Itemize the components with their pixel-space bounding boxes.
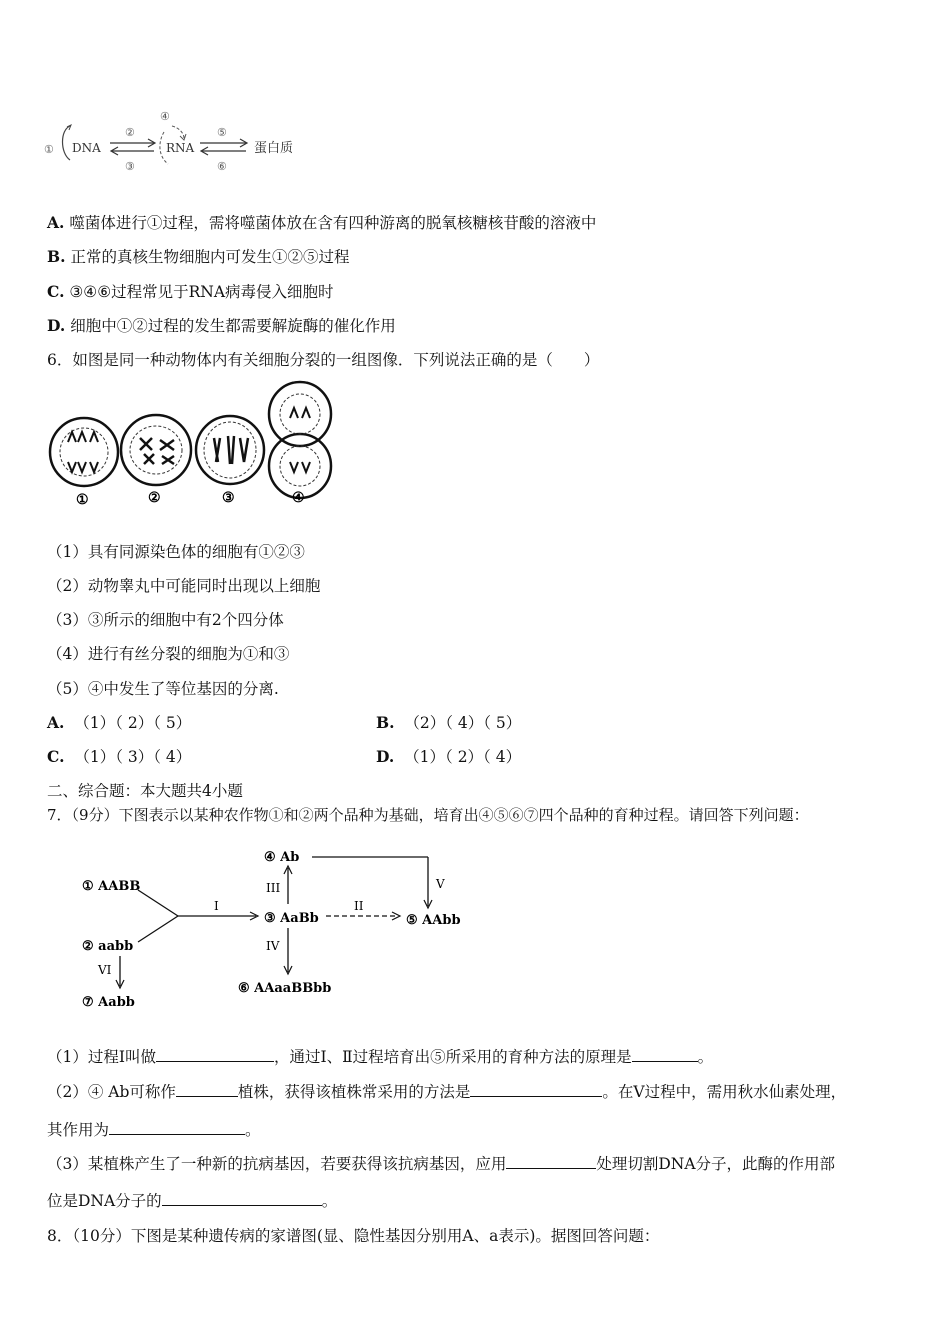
option-text: （1）（ 2）（ 5） [74,714,192,732]
q7-3-text-c: 位是DNA分子的 [47,1192,162,1210]
answer-blank[interactable] [162,1191,322,1206]
option-letter: A. [47,213,65,232]
answer-blank[interactable] [156,1047,274,1062]
q7-2-text-c: 。在V过程中，需用秋水仙素处理， [602,1083,847,1101]
answer-blank[interactable] [176,1082,238,1097]
option-letter: B. [376,713,395,732]
process-V-label: V [436,877,445,891]
q5-option-c [47,280,334,302]
q7-sub-2-cont [47,1118,261,1140]
q7-2-text-d: 其作用为 [47,1121,110,1139]
q5-option-a [47,211,596,233]
q6-option-c [47,745,191,767]
q7-2-end: 。 [245,1121,261,1139]
process-5-label: ⑤ [217,126,227,139]
q7-sub-2 [47,1080,846,1102]
answer-blank[interactable] [109,1120,245,1135]
cell-label-4: ④ [292,490,305,506]
variety-5: ⑤ AAbb [406,913,461,928]
option-letter: D. [376,747,395,766]
answer-blank[interactable] [506,1154,596,1169]
cell-label-3: ③ [222,490,235,506]
q7-sub-3-cont [47,1189,337,1211]
q7-1-text-b: ，通过I、Ⅱ过程培育出⑤所采用的育种方法的原理是 [274,1048,632,1066]
q7-1-end: 。 [697,1048,714,1066]
option-text: ③④⑥过程常见于RNA病毒侵入细胞时 [69,283,334,301]
breeding-diagram [76,842,496,1012]
q6-statement-2: （2）动物睾丸中可能同时出现以上细胞 [47,577,321,595]
variety-1: ① AABB [82,879,141,894]
process-III-label: III [266,881,281,895]
process-2-label: ② [125,126,135,139]
q6-option-d [376,745,521,767]
q6-statement-3: （3）③所示的细胞中有2个四分体 [47,611,284,629]
cell-label-2: ② [148,490,161,506]
option-text: （1）（ 2）（ 4） [404,748,522,766]
process-1-label: ① [44,143,54,156]
option-letter: C. [47,282,65,301]
variety-7: ⑦ Aabb [82,995,135,1010]
cell-label-1: ① [76,492,89,508]
answer-blank[interactable] [470,1082,602,1097]
answer-blank[interactable] [632,1047,698,1062]
q7-stem: 7．（9分）下图表示以某种农作物①和②两个品种为基础，培育出④⑤⑥⑦四个品种的育种过程。请回答下列问题： [47,806,809,824]
q5-option-b [47,245,349,267]
process-3-label: ③ [125,160,135,173]
q6-stem: 6．如图是同一种动物体内有关细胞分裂的一组图像．下列说法正确的是（ ） [47,351,600,369]
process-IV-label: IV [266,939,280,953]
q7-3-text-b: 处理切割DNA分子，此酶的作用部 [596,1155,836,1173]
option-text: 正常的真核生物细胞内可发生①②⑤过程 [70,248,350,266]
q7-1-text-a: （1）过程I叫做 [47,1048,156,1066]
q7-3-end: 。 [321,1192,338,1210]
cell-division-figure [44,380,344,510]
q8-stem: 8．（10分）下图是某种遗传病的家谱图(显、隐性基因分别用A、a表示)。据图回答问题： [47,1227,660,1245]
option-letter: A. [47,713,65,732]
process-VI-label: VI [98,963,112,977]
process-6-label: ⑥ [217,160,227,173]
q6-statement-1: （1）具有同源染色体的细胞有①②③ [47,543,305,561]
variety-2: ② aabb [82,939,134,954]
q6-option-a [47,711,191,733]
variety-4: ④ Ab [264,850,300,865]
q7-sub-3 [47,1152,835,1174]
q7-3-text-a: （3）某植株产生了一种新的抗病基因，若要获得该抗病基因，应用 [47,1155,507,1173]
q7-2-text-b: 植株，获得该植株常采用的方法是 [237,1083,471,1101]
process-I-label: I [214,899,219,913]
option-text: 细胞中①②过程的发生都需要解旋酶的催化作用 [70,317,396,335]
rna-label: RNA [166,141,195,155]
dna-label: DNA [72,141,101,155]
option-text: （1）（ 3）（ 4） [74,748,192,766]
option-letter: B. [47,247,66,266]
variety-6: ⑥ AAaaBBbb [238,981,332,996]
process-4-label: ④ [160,110,170,123]
option-text: （2）（ 4）（ 5） [404,714,522,732]
q6-statement-5: （5）④中发生了等位基因的分离. [47,680,279,698]
option-letter: D. [47,316,66,335]
option-text: 噬菌体进行①过程，需将噬菌体放在含有四种游离的脱氧核糖核苷酸的溶液中 [69,214,597,232]
protein-label: 蛋白质 [254,141,294,156]
option-letter: C. [47,747,65,766]
q7-2-text-a: （2）④ Ab可称作 [47,1083,176,1101]
q7-sub-1 [47,1045,713,1067]
q6-statement-4: （4）进行有丝分裂的细胞为①和③ [47,645,290,663]
central-dogma-figure [40,108,320,176]
q5-option-d [47,314,396,336]
section-2-heading: 二、综合题：本大题共4小题 [47,782,243,800]
process-II-label: II [354,899,364,913]
q6-option-b [376,711,521,733]
variety-3: ③ AaBb [264,911,319,926]
